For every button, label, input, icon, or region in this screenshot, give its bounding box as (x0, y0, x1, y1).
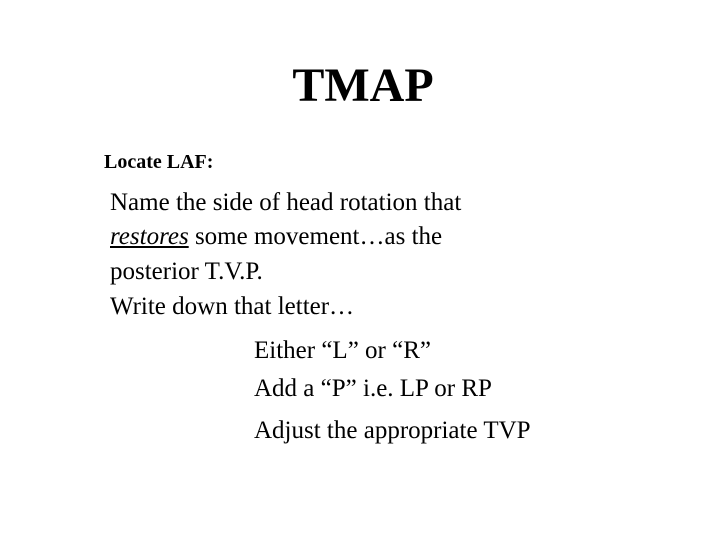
subheading-locate-laf: Locate LAF: (104, 151, 214, 173)
body-line-4: Write down that letter… (110, 293, 355, 320)
body-line-1: Name the side of head rotation that (110, 189, 462, 216)
body-line-2-rest: some movement…as the (188, 223, 443, 250)
sub-step-either-l-or-r: Either “L” or “R” (254, 337, 431, 364)
slide-title: TMAP (292, 59, 434, 112)
body-line-3: posterior T.V.P. (110, 258, 263, 285)
sub-step-add-p: Add a “P” i.e. LP or RP (254, 375, 492, 402)
emphasis-restores: restores (110, 223, 189, 250)
sub-step-adjust-tvp: Adjust the appropriate TVP (254, 417, 531, 444)
body-line-2 (110, 220, 442, 254)
